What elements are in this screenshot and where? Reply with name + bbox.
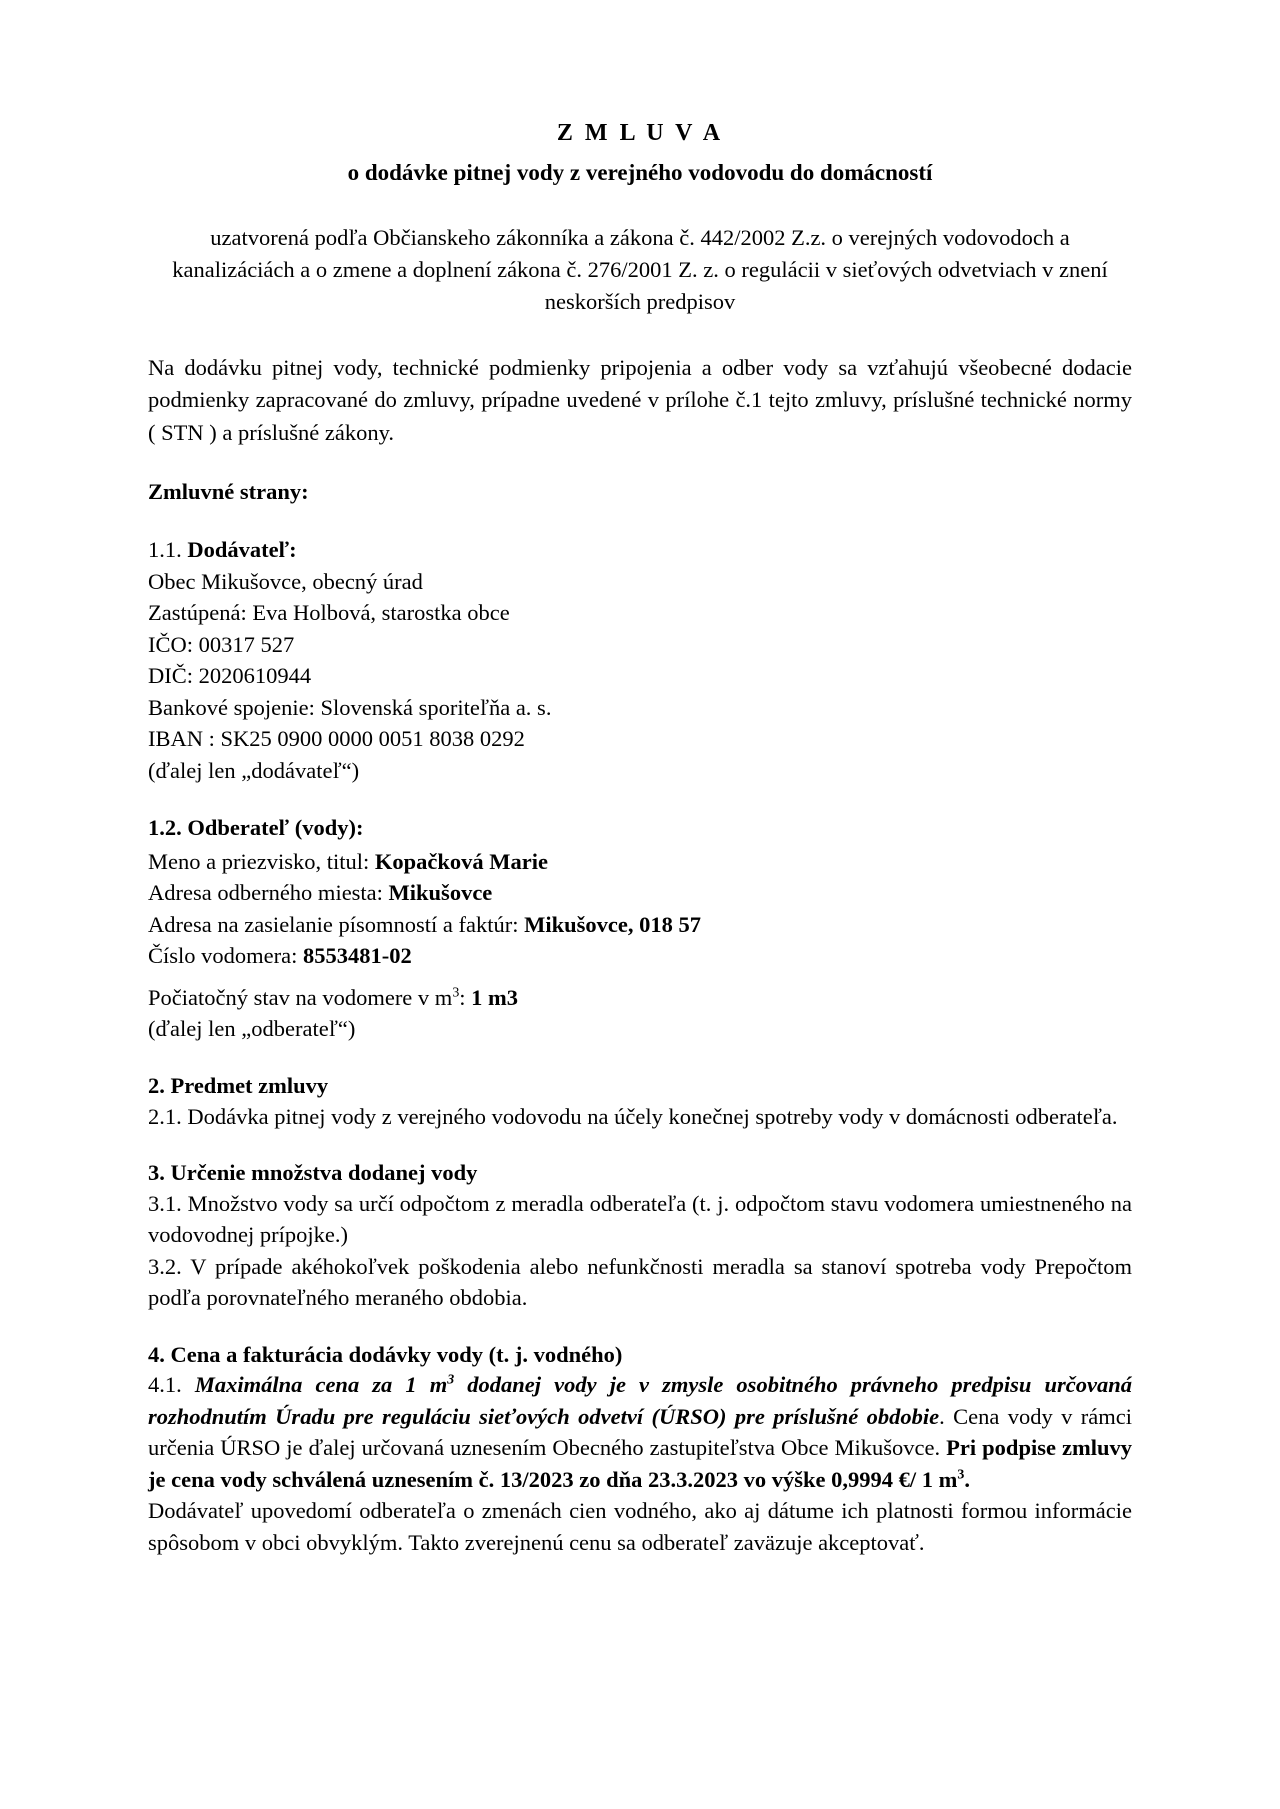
section-4-bold: Pri podpise zmluvy je cena vody schválená uznesením č. 13/2023 zo dňa 23.3.2023 vo výške 0,9994 €/ 1 m	[148, 1435, 1132, 1492]
supplier-line: Obec Mikušovce, obecný úrad	[148, 568, 423, 594]
section-2-heading: 2. Predmet zmluvy	[148, 1072, 329, 1098]
customer-block	[148, 812, 1132, 1045]
customer-name-label: Meno a priezvisko, titul:	[148, 848, 370, 874]
section-3	[148, 1158, 1132, 1314]
customer-mail-value: Mikušovce, 018 57	[524, 911, 702, 937]
customer-mail-label: Adresa na zasielanie písomností a faktúr:	[148, 911, 519, 937]
section-4-italic-pre: Maximálna cena za 1 m	[194, 1372, 448, 1398]
customer-alias: (ďalej len „odberateľ“)	[148, 1016, 356, 1042]
section-4	[148, 1340, 1132, 1559]
customer-address-label: Adresa odberného miesta:	[148, 880, 383, 906]
section-4-closing-paragraph: Dodávateľ upovedomí odberateľa o zmenách cien vodného, ako aj dátume ich platnosti formou informácie spôsobom v obci obvyklým. Takto zverejnenú cenu sa odberateľ zaväzuje akceptovať.	[148, 1498, 1132, 1555]
preamble-paragraph: Na dodávku pitnej vody, technické podmienky pripojenia a odber vody sa vzťahujú všeobecné dodacie podmienky zapracované do zmluvy, prípadne uvedené v prílohe č.1 tejto zmluvy, príslušné technické normy ( STN ) a príslušné zákony.	[148, 354, 1132, 446]
customer-initial-value: 1 m3	[471, 984, 519, 1010]
section-4-number: 4.1.	[148, 1372, 182, 1398]
intro-paragraph: uzatvorená podľa Občianskeho zákonníka a zákona č. 442/2002 Z.z. o verejných vodovodoch a kanalizáciách a o zmene a doplnení zákona č. 276/2001 Z. z. o regulácii v sieťových odvetviach v znení neskorších predpisov	[172, 225, 1108, 314]
supplier-alias: (ďalej len „dodávateľ“)	[148, 757, 360, 783]
parties-heading-label: Zmluvné strany:	[148, 478, 309, 504]
customer-name-row	[148, 846, 1132, 878]
section-4-heading: 4. Cena a fakturácia dodávky vody (t. j. vodného)	[148, 1341, 623, 1367]
cubic-meter-superscript: 3	[452, 985, 460, 1001]
customer-meter-row	[148, 940, 1132, 972]
section-3-paragraph: 3.1. Množstvo vody sa určí odpočtom z meradla odberateľa (t. j. odpočtom stavu vodomera umiestneného na vodovodnej prípojke.)	[148, 1190, 1132, 1248]
supplier-heading-label: Dodávateľ:	[187, 537, 297, 563]
section-4-plain: . Cena vody v rámci určenia ÚRSO je ďalej určovaná uznesením Obecného zastupiteľstva Obce Mikušovce.	[148, 1403, 1132, 1461]
customer-initial-label-post: :	[459, 984, 466, 1010]
spacer	[148, 972, 1132, 982]
supplier-heading	[148, 534, 1132, 566]
document-body	[148, 118, 1132, 1558]
supplier-line: DIČ: 2020610944	[148, 663, 312, 689]
section-4-italic-post: dodanej vody je v zmysle osobitného právneho predpisu určovaná rozhodnutím Úradu pre reguláciu sieťových odvetví (ÚRSO) pre príslušné obdobie	[148, 1372, 1133, 1429]
section-2	[148, 1071, 1132, 1132]
document-subtitle: o dodávke pitnej vody z verejného vodovodu do domácností	[347, 159, 933, 185]
section-3-heading: 3. Určenie množstva dodanej vody	[148, 1160, 478, 1186]
supplier-line: Bankové spojenie: Slovenská sporiteľňa a. s.	[148, 694, 552, 720]
customer-address-row	[148, 877, 1132, 909]
customer-name-value: Kopačková Marie	[374, 848, 548, 874]
cubic-meter-superscript: 3	[447, 1372, 455, 1388]
parties-heading	[148, 476, 1132, 509]
supplier-line: IBAN : SK25 0900 0000 0051 8038 0292	[148, 726, 525, 752]
customer-initial-row	[148, 982, 1132, 1014]
supplier-heading-number: 1.1.	[148, 537, 182, 563]
section-4-bold-post: .	[964, 1466, 970, 1492]
supplier-line: Zastúpená: Eva Holbová, starostka obce	[148, 600, 510, 626]
document-title: Z M L U V A	[556, 120, 724, 146]
supplier-block	[148, 534, 1132, 786]
section-3-paragraph: 3.2. V prípade akéhokoľvek poškodenia alebo nefunkčnosti meradla sa stanoví spotreba vody Prepočtom podľa porovnateľného meraného obdobia.	[148, 1253, 1132, 1311]
section-2-paragraph: 2.1. Dodávka pitnej vody z verejného vodovodu na účely konečnej spotreby vody v domácnosti odberateľa.	[148, 1103, 1118, 1129]
customer-mail-row	[148, 909, 1132, 941]
cubic-meter-superscript: 3	[957, 1467, 965, 1483]
customer-heading: 1.2. Odberateľ (vody):	[148, 815, 364, 841]
supplier-line: IČO: 00317 527	[148, 631, 295, 657]
customer-address-value: Mikušovce	[388, 880, 493, 906]
customer-meter-value: 8553481-02	[302, 943, 412, 969]
customer-initial-label: Počiatočný stav na vodomere v m	[148, 984, 453, 1010]
customer-meter-label: Číslo vodomera:	[148, 943, 298, 969]
section-4-paragraph	[148, 1369, 1132, 1495]
